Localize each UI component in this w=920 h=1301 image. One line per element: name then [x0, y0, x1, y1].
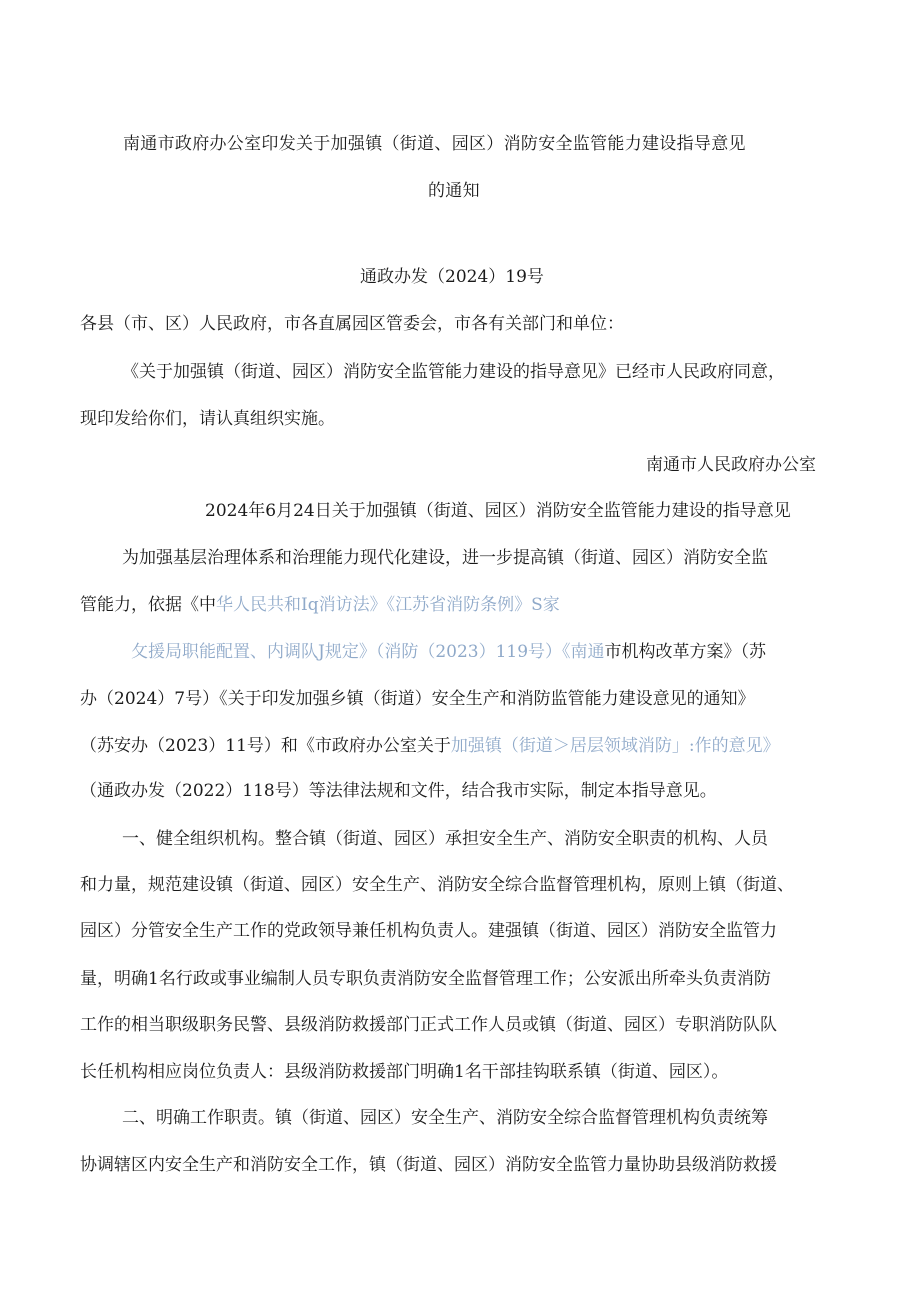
section1-line: 量，明确1名行政或事业编制人员专职负责消防安全监督管理工作；公安派出所牵头负责消防 — [80, 969, 771, 989]
intro-line: 为加强基层治理体系和治理能力现代化建设，进一步提高镇（街道、园区）消防安全监 — [122, 548, 768, 568]
intro-line — [80, 594, 560, 616]
section2-line: 二、明确工作职责。镇（街道、园区）安全生产、消防安全综合监督管理机构负责统筹 — [122, 1108, 768, 1128]
salutation: 各县（市、区）人民政府，市各直属园区管委会，市各有关部门和单位： — [80, 314, 624, 334]
intro-line — [80, 735, 780, 757]
intro-text: （苏安办（2023）11号）和《市政府办公室关于 — [80, 736, 451, 756]
intro-text: 市机构改革方案》（苏 — [604, 642, 767, 662]
section1-line: 和力量，规范建设镇（街道、园区）安全生产、消防安全综合监督管理机构，原则上镇（街道、 — [80, 875, 794, 895]
notice-paragraph-line: 现印发给你们，请认真组织实施。 — [80, 409, 335, 429]
intro-faded-text: 华人民共和Iq消访法》《江苏省消防条例》S家 — [216, 595, 560, 615]
intro-line: （通政办发（2022）118号）等法律法规和文件，结合我市实际，制定本指导意见。 — [80, 781, 717, 801]
intro-line: 办（2024）7号）《关于印发加强乡镇（街道）安全生产和消防监管能力建设意见的通知》 — [80, 689, 755, 709]
section1-line: 长任机构相应岗位负责人：县级消防救援部门明确1名干部挂钩联系镇（街道、园区）。 — [80, 1062, 729, 1082]
section2-line: 协调辖区内安全生产和消防安全工作，镇（街道、园区）消防安全监管力量协助县级消防救援 — [80, 1155, 777, 1175]
section1-line: 一、健全组织机构。整合镇（街道、园区）承担安全生产、消防安全职责的机构、人员 — [122, 829, 768, 849]
intro-line — [131, 641, 766, 663]
document-title-continued: 的通知 — [428, 181, 480, 201]
document-number: 通政办发（2024）19号 — [360, 267, 544, 287]
section1-line: 工作的相当职级职务民警、县级消防救援部门正式工作人员或镇（街道、园区）专职消防队队 — [80, 1015, 777, 1035]
intro-faded-text: 攵援局职能配置、内调队J规定》（消防（2023）119号）《南通 — [131, 642, 605, 662]
issuer: 南通市人民政府办公室 — [646, 455, 816, 475]
document-title: 南通市政府办公室印发关于加强镇（街道、园区）消防安全监管能力建设指导意见 — [123, 134, 746, 154]
section1-line: 园区）分管安全生产工作的党政领导兼任机构负责人。建强镇（街道、园区）消防安全监管力 — [80, 921, 777, 941]
intro-text: 管能力，依据《中 — [80, 595, 216, 615]
notice-paragraph-line: 《关于加强镇（街道、园区）消防安全监管能力建设的指导意见》已经市人民政府同意， — [122, 362, 785, 382]
intro-faded-text: 加强镇（街道＞居层领域消防」:作的意见》 — [450, 736, 780, 756]
date-heading: 2024年6月24日关于加强镇（街道、园区）消防安全监管能力建设的指导意见 — [205, 501, 791, 521]
